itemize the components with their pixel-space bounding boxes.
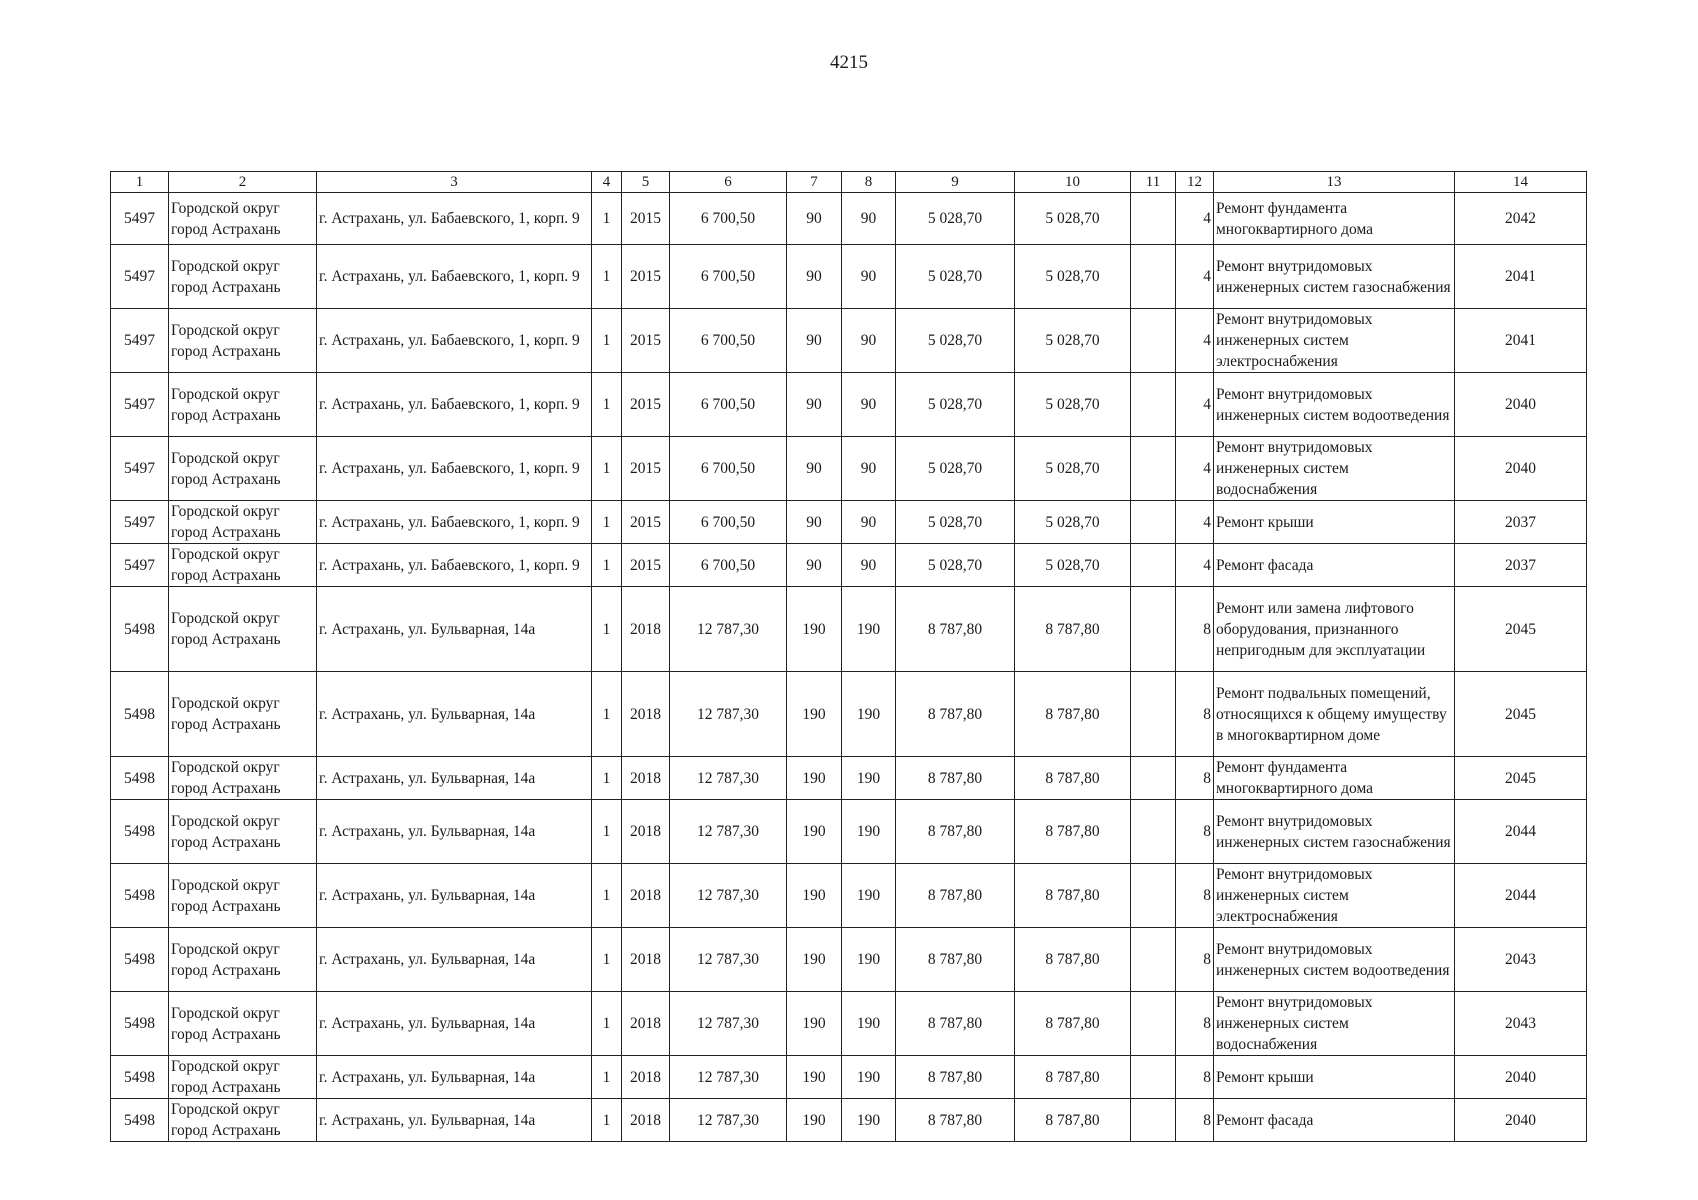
- page-number: 4215: [830, 52, 868, 73]
- col7-cell: 190: [787, 992, 842, 1056]
- row-id-cell: 5497: [111, 501, 169, 544]
- col8-cell: 190: [842, 587, 896, 672]
- row-id-cell: 5497: [111, 544, 169, 587]
- column-header: 1: [111, 172, 169, 193]
- table-row: [111, 800, 1587, 864]
- year-cell: 2018: [622, 800, 670, 864]
- col8-cell: 190: [842, 864, 896, 928]
- table-row: [111, 992, 1587, 1056]
- total-area-cell: 12 787,30: [670, 1099, 787, 1142]
- col8-cell: 190: [842, 1056, 896, 1099]
- total-area-cell: 6 700,50: [670, 437, 787, 501]
- total-area-cell: 12 787,30: [670, 587, 787, 672]
- column-header: 12: [1176, 172, 1214, 193]
- area-cell: 8 787,80: [896, 1099, 1015, 1142]
- address-cell: г. Астрахань, ул. Бульварная, 14а: [317, 1099, 592, 1142]
- col4-cell: 1: [592, 245, 622, 309]
- area-cell: 5 028,70: [896, 437, 1015, 501]
- capital-repair-table: [110, 171, 1587, 1142]
- municipality-cell: Городской округ город Астрахань: [169, 245, 317, 309]
- column-header: 4: [592, 172, 622, 193]
- work-type-cell: Ремонт фундамента многоквартирного дома: [1214, 757, 1455, 800]
- planned-year-cell: 2040: [1455, 1099, 1587, 1142]
- row-id-cell: 5498: [111, 992, 169, 1056]
- work-type-cell: Ремонт фундамента многоквартирного дома: [1214, 193, 1455, 245]
- col4-cell: 1: [592, 757, 622, 800]
- municipality-cell: Городской округ город Астрахань: [169, 437, 317, 501]
- address-cell: г. Астрахань, ул. Бульварная, 14а: [317, 928, 592, 992]
- area-residential-cell: 5 028,70: [1015, 245, 1131, 309]
- municipality-cell: Городской округ город Астрахань: [169, 309, 317, 373]
- total-area-cell: 12 787,30: [670, 928, 787, 992]
- address-cell: г. Астрахань, ул. Бульварная, 14а: [317, 864, 592, 928]
- col12-cell: 4: [1176, 245, 1214, 309]
- address-cell: г. Астрахань, ул. Бабаевского, 1, корп. 9: [317, 373, 592, 437]
- year-cell: 2018: [622, 864, 670, 928]
- col7-cell: 190: [787, 1099, 842, 1142]
- column-header: 6: [670, 172, 787, 193]
- row-id-cell: 5497: [111, 193, 169, 245]
- col11-cell: [1131, 501, 1176, 544]
- col8-cell: 190: [842, 1099, 896, 1142]
- year-cell: 2018: [622, 1099, 670, 1142]
- area-cell: 5 028,70: [896, 501, 1015, 544]
- col8-cell: 190: [842, 757, 896, 800]
- year-cell: 2015: [622, 437, 670, 501]
- col12-cell: 8: [1176, 800, 1214, 864]
- area-residential-cell: 5 028,70: [1015, 309, 1131, 373]
- col8-cell: 190: [842, 928, 896, 992]
- area-residential-cell: 8 787,80: [1015, 992, 1131, 1056]
- column-header: 7: [787, 172, 842, 193]
- row-id-cell: 5498: [111, 1099, 169, 1142]
- col12-cell: 8: [1176, 1056, 1214, 1099]
- area-cell: 5 028,70: [896, 544, 1015, 587]
- work-type-cell: Ремонт внутридомовых инженерных систем водоотведения: [1214, 373, 1455, 437]
- col8-cell: 90: [842, 437, 896, 501]
- municipality-cell: Городской округ город Астрахань: [169, 800, 317, 864]
- col11-cell: [1131, 1099, 1176, 1142]
- planned-year-cell: 2041: [1455, 309, 1587, 373]
- planned-year-cell: 2045: [1455, 587, 1587, 672]
- area-cell: 5 028,70: [896, 193, 1015, 245]
- area-cell: 8 787,80: [896, 800, 1015, 864]
- col7-cell: 90: [787, 245, 842, 309]
- col12-cell: 8: [1176, 587, 1214, 672]
- area-cell: 5 028,70: [896, 245, 1015, 309]
- total-area-cell: 12 787,30: [670, 672, 787, 757]
- municipality-cell: Городской округ город Астрахань: [169, 672, 317, 757]
- municipality-cell: Городской округ город Астрахань: [169, 193, 317, 245]
- address-cell: г. Астрахань, ул. Бульварная, 14а: [317, 672, 592, 757]
- area-residential-cell: 8 787,80: [1015, 928, 1131, 992]
- row-id-cell: 5498: [111, 800, 169, 864]
- municipality-cell: Городской округ город Астрахань: [169, 864, 317, 928]
- table-row: [111, 587, 1587, 672]
- year-cell: 2018: [622, 992, 670, 1056]
- col4-cell: 1: [592, 309, 622, 373]
- year-cell: 2015: [622, 544, 670, 587]
- col8-cell: 90: [842, 373, 896, 437]
- col4-cell: 1: [592, 193, 622, 245]
- work-type-cell: Ремонт внутридомовых инженерных систем водоснабжения: [1214, 992, 1455, 1056]
- year-cell: 2018: [622, 672, 670, 757]
- table-row: [111, 1056, 1587, 1099]
- planned-year-cell: 2037: [1455, 501, 1587, 544]
- col8-cell: 190: [842, 992, 896, 1056]
- area-residential-cell: 5 028,70: [1015, 501, 1131, 544]
- col8-cell: 190: [842, 672, 896, 757]
- col7-cell: 90: [787, 373, 842, 437]
- area-cell: 8 787,80: [896, 587, 1015, 672]
- col12-cell: 8: [1176, 1099, 1214, 1142]
- address-cell: г. Астрахань, ул. Бабаевского, 1, корп. 9: [317, 245, 592, 309]
- col12-cell: 8: [1176, 672, 1214, 757]
- column-header: 11: [1131, 172, 1176, 193]
- col11-cell: [1131, 672, 1176, 757]
- row-id-cell: 5498: [111, 587, 169, 672]
- area-cell: 8 787,80: [896, 757, 1015, 800]
- column-number-row: [111, 172, 1587, 193]
- work-type-cell: Ремонт внутридомовых инженерных систем газоснабжения: [1214, 245, 1455, 309]
- col7-cell: 190: [787, 672, 842, 757]
- work-type-cell: Ремонт или замена лифтового оборудования, признанного непригодным для эксплуатации: [1214, 587, 1455, 672]
- address-cell: г. Астрахань, ул. Бабаевского, 1, корп. 9: [317, 437, 592, 501]
- row-id-cell: 5498: [111, 757, 169, 800]
- col12-cell: 4: [1176, 437, 1214, 501]
- row-id-cell: 5498: [111, 928, 169, 992]
- col8-cell: 90: [842, 245, 896, 309]
- year-cell: 2018: [622, 757, 670, 800]
- column-header: 9: [896, 172, 1015, 193]
- municipality-cell: Городской округ город Астрахань: [169, 928, 317, 992]
- area-residential-cell: 8 787,80: [1015, 587, 1131, 672]
- table-row: [111, 193, 1587, 245]
- col4-cell: 1: [592, 544, 622, 587]
- planned-year-cell: 2040: [1455, 373, 1587, 437]
- planned-year-cell: 2045: [1455, 672, 1587, 757]
- col4-cell: 1: [592, 373, 622, 437]
- col11-cell: [1131, 437, 1176, 501]
- table-row: [111, 373, 1587, 437]
- address-cell: г. Астрахань, ул. Бульварная, 14а: [317, 992, 592, 1056]
- area-residential-cell: 8 787,80: [1015, 864, 1131, 928]
- total-area-cell: 6 700,50: [670, 544, 787, 587]
- col11-cell: [1131, 928, 1176, 992]
- col11-cell: [1131, 757, 1176, 800]
- col4-cell: 1: [592, 437, 622, 501]
- total-area-cell: 6 700,50: [670, 245, 787, 309]
- table-row: [111, 501, 1587, 544]
- row-id-cell: 5498: [111, 672, 169, 757]
- col11-cell: [1131, 800, 1176, 864]
- area-residential-cell: 5 028,70: [1015, 373, 1131, 437]
- year-cell: 2015: [622, 501, 670, 544]
- municipality-cell: Городской округ город Астрахань: [169, 1099, 317, 1142]
- col11-cell: [1131, 587, 1176, 672]
- total-area-cell: 12 787,30: [670, 800, 787, 864]
- work-type-cell: Ремонт внутридомовых инженерных систем электроснабжения: [1214, 864, 1455, 928]
- area-residential-cell: 5 028,70: [1015, 193, 1131, 245]
- address-cell: г. Астрахань, ул. Бульварная, 14а: [317, 757, 592, 800]
- total-area-cell: 6 700,50: [670, 501, 787, 544]
- address-cell: г. Астрахань, ул. Бульварная, 14а: [317, 1056, 592, 1099]
- row-id-cell: 5497: [111, 373, 169, 437]
- table-row: [111, 757, 1587, 800]
- work-type-cell: Ремонт подвальных помещений, относящихся к общему имуществу в многоквартирном доме: [1214, 672, 1455, 757]
- area-residential-cell: 8 787,80: [1015, 757, 1131, 800]
- work-type-cell: Ремонт внутридомовых инженерных систем газоснабжения: [1214, 800, 1455, 864]
- col12-cell: 8: [1176, 757, 1214, 800]
- column-header: 10: [1015, 172, 1131, 193]
- col11-cell: [1131, 193, 1176, 245]
- area-residential-cell: 8 787,80: [1015, 1056, 1131, 1099]
- year-cell: 2015: [622, 193, 670, 245]
- col7-cell: 190: [787, 800, 842, 864]
- work-type-cell: Ремонт крыши: [1214, 501, 1455, 544]
- year-cell: 2018: [622, 587, 670, 672]
- year-cell: 2015: [622, 373, 670, 437]
- planned-year-cell: 2043: [1455, 992, 1587, 1056]
- column-header: 14: [1455, 172, 1587, 193]
- table-row: [111, 245, 1587, 309]
- municipality-cell: Городской округ город Астрахань: [169, 501, 317, 544]
- address-cell: г. Астрахань, ул. Бульварная, 14а: [317, 587, 592, 672]
- year-cell: 2018: [622, 1056, 670, 1099]
- column-header: 2: [169, 172, 317, 193]
- year-cell: 2018: [622, 928, 670, 992]
- table-body: [111, 193, 1587, 1142]
- area-cell: 5 028,70: [896, 373, 1015, 437]
- table-row: [111, 437, 1587, 501]
- work-type-cell: Ремонт внутридомовых инженерных систем электроснабжения: [1214, 309, 1455, 373]
- col8-cell: 90: [842, 544, 896, 587]
- col7-cell: 90: [787, 437, 842, 501]
- table-row: [111, 309, 1587, 373]
- col8-cell: 190: [842, 800, 896, 864]
- total-area-cell: 6 700,50: [670, 309, 787, 373]
- work-type-cell: Ремонт фасада: [1214, 1099, 1455, 1142]
- planned-year-cell: 2040: [1455, 437, 1587, 501]
- municipality-cell: Городской округ город Астрахань: [169, 992, 317, 1056]
- row-id-cell: 5498: [111, 864, 169, 928]
- col4-cell: 1: [592, 928, 622, 992]
- work-type-cell: Ремонт фасада: [1214, 544, 1455, 587]
- table-row: [111, 928, 1587, 992]
- municipality-cell: Городской округ город Астрахань: [169, 544, 317, 587]
- col7-cell: 190: [787, 1056, 842, 1099]
- row-id-cell: 5497: [111, 309, 169, 373]
- area-residential-cell: 5 028,70: [1015, 544, 1131, 587]
- planned-year-cell: 2045: [1455, 757, 1587, 800]
- column-header: 5: [622, 172, 670, 193]
- planned-year-cell: 2044: [1455, 800, 1587, 864]
- area-residential-cell: 8 787,80: [1015, 1099, 1131, 1142]
- col4-cell: 1: [592, 1099, 622, 1142]
- table-row: [111, 672, 1587, 757]
- col11-cell: [1131, 544, 1176, 587]
- address-cell: г. Астрахань, ул. Бабаевского, 1, корп. 9: [317, 309, 592, 373]
- col4-cell: 1: [592, 672, 622, 757]
- year-cell: 2015: [622, 245, 670, 309]
- municipality-cell: Городской округ город Астрахань: [169, 1056, 317, 1099]
- col12-cell: 4: [1176, 309, 1214, 373]
- table-row: [111, 544, 1587, 587]
- planned-year-cell: 2037: [1455, 544, 1587, 587]
- total-area-cell: 12 787,30: [670, 1056, 787, 1099]
- col7-cell: 190: [787, 587, 842, 672]
- col12-cell: 4: [1176, 193, 1214, 245]
- address-cell: г. Астрахань, ул. Бабаевского, 1, корп. 9: [317, 193, 592, 245]
- planned-year-cell: 2044: [1455, 864, 1587, 928]
- area-residential-cell: 8 787,80: [1015, 672, 1131, 757]
- col4-cell: 1: [592, 992, 622, 1056]
- col8-cell: 90: [842, 193, 896, 245]
- work-type-cell: Ремонт крыши: [1214, 1056, 1455, 1099]
- address-cell: г. Астрахань, ул. Бульварная, 14а: [317, 800, 592, 864]
- col12-cell: 4: [1176, 501, 1214, 544]
- planned-year-cell: 2043: [1455, 928, 1587, 992]
- planned-year-cell: 2040: [1455, 1056, 1587, 1099]
- col4-cell: 1: [592, 501, 622, 544]
- col7-cell: 90: [787, 544, 842, 587]
- row-id-cell: 5497: [111, 245, 169, 309]
- col8-cell: 90: [842, 501, 896, 544]
- municipality-cell: Городской округ город Астрахань: [169, 373, 317, 437]
- year-cell: 2015: [622, 309, 670, 373]
- planned-year-cell: 2042: [1455, 193, 1587, 245]
- area-cell: 8 787,80: [896, 864, 1015, 928]
- col11-cell: [1131, 245, 1176, 309]
- col8-cell: 90: [842, 309, 896, 373]
- col12-cell: 8: [1176, 928, 1214, 992]
- col7-cell: 190: [787, 928, 842, 992]
- area-cell: 8 787,80: [896, 672, 1015, 757]
- area-cell: 8 787,80: [896, 992, 1015, 1056]
- col7-cell: 190: [787, 864, 842, 928]
- planned-year-cell: 2041: [1455, 245, 1587, 309]
- address-cell: г. Астрахань, ул. Бабаевского, 1, корп. 9: [317, 544, 592, 587]
- col7-cell: 90: [787, 501, 842, 544]
- col4-cell: 1: [592, 1056, 622, 1099]
- area-cell: 5 028,70: [896, 309, 1015, 373]
- col7-cell: 90: [787, 309, 842, 373]
- col12-cell: 8: [1176, 992, 1214, 1056]
- col4-cell: 1: [592, 864, 622, 928]
- work-type-cell: Ремонт внутридомовых инженерных систем водоснабжения: [1214, 437, 1455, 501]
- col11-cell: [1131, 373, 1176, 437]
- total-area-cell: 12 787,30: [670, 757, 787, 800]
- col11-cell: [1131, 864, 1176, 928]
- area-residential-cell: 8 787,80: [1015, 800, 1131, 864]
- col12-cell: 4: [1176, 373, 1214, 437]
- col11-cell: [1131, 1056, 1176, 1099]
- col12-cell: 4: [1176, 544, 1214, 587]
- address-cell: г. Астрахань, ул. Бабаевского, 1, корп. 9: [317, 501, 592, 544]
- col11-cell: [1131, 309, 1176, 373]
- table-row: [111, 864, 1587, 928]
- municipality-cell: Городской округ город Астрахань: [169, 757, 317, 800]
- total-area-cell: 12 787,30: [670, 864, 787, 928]
- column-header: 13: [1214, 172, 1455, 193]
- total-area-cell: 12 787,30: [670, 992, 787, 1056]
- row-id-cell: 5498: [111, 1056, 169, 1099]
- work-type-cell: Ремонт внутридомовых инженерных систем водоотведения: [1214, 928, 1455, 992]
- row-id-cell: 5497: [111, 437, 169, 501]
- col12-cell: 8: [1176, 864, 1214, 928]
- area-cell: 8 787,80: [896, 1056, 1015, 1099]
- area-cell: 8 787,80: [896, 928, 1015, 992]
- area-residential-cell: 5 028,70: [1015, 437, 1131, 501]
- municipality-cell: Городской округ город Астрахань: [169, 587, 317, 672]
- col7-cell: 190: [787, 757, 842, 800]
- col7-cell: 90: [787, 193, 842, 245]
- total-area-cell: 6 700,50: [670, 373, 787, 437]
- column-header: 8: [842, 172, 896, 193]
- col4-cell: 1: [592, 800, 622, 864]
- total-area-cell: 6 700,50: [670, 193, 787, 245]
- col11-cell: [1131, 992, 1176, 1056]
- table-row: [111, 1099, 1587, 1142]
- col4-cell: 1: [592, 587, 622, 672]
- column-header: 3: [317, 172, 592, 193]
